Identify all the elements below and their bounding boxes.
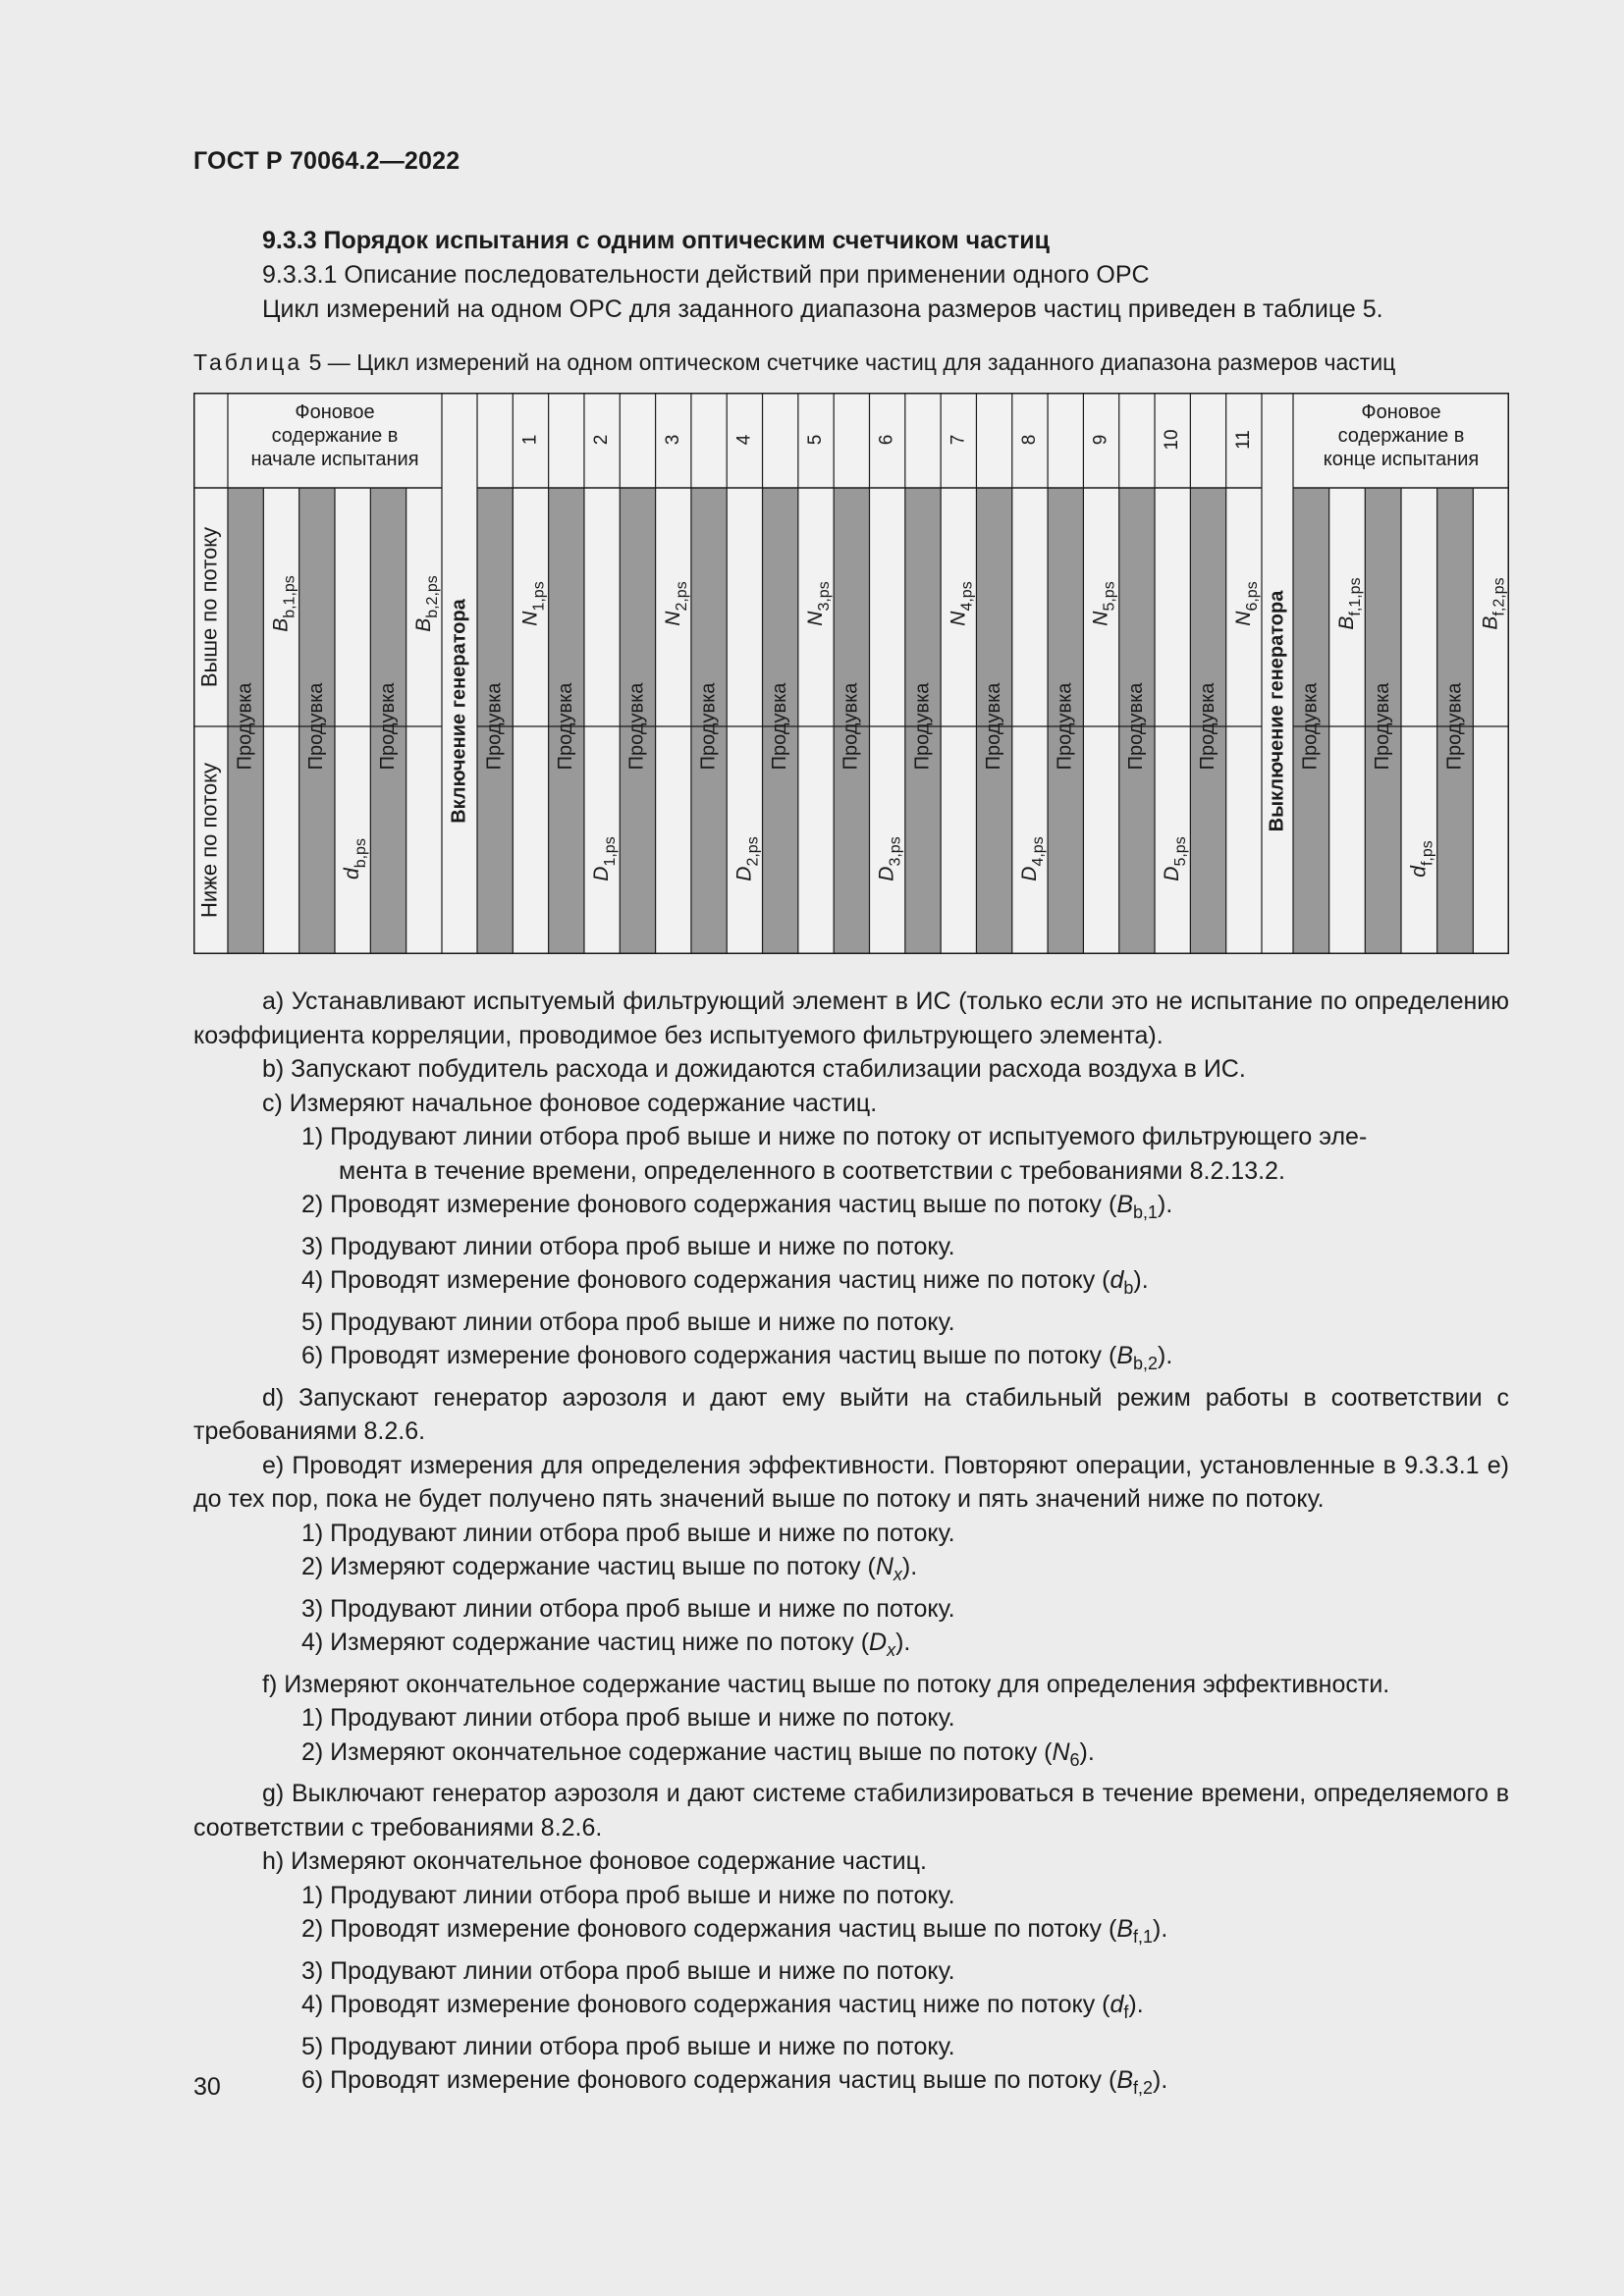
purge-label: Продувка (911, 682, 934, 771)
symbol-bf2ps: $B_{f,2,ps}$ (1479, 577, 1508, 630)
symbol-dps: $D_{3,ps}$ (875, 836, 904, 881)
intro-text: Цикл измерений на одном OPC для заданного диапазона размеров частиц приведен в таблице 5. (262, 295, 1383, 323)
cycle-number: 4 (733, 434, 755, 446)
measurement-cycle-table (193, 393, 1509, 954)
subsection-title: 9.3.3.1 Описание последовательности действий при применении одного OPC (262, 261, 1150, 289)
purge-label: Продувка (1054, 682, 1076, 771)
bg-end-header: Фоновое (1361, 401, 1441, 423)
purge-label: Продувка (625, 682, 648, 771)
purge-label: Продувка (1125, 682, 1148, 771)
symbol-bf1ps: $B_{f,1,ps}$ (1334, 577, 1364, 630)
symbol-nps: $N_{2,ps}$ (661, 581, 690, 626)
bg-end-header: содержание в (1337, 425, 1465, 447)
symbol-nps: $N_{3,ps}$ (803, 581, 833, 626)
symbol-nps: $N_{4,ps}$ (946, 581, 976, 626)
step-g: g) Выключают генератор аэрозоля и дают системе стабилизироваться в течение времени, определяемого в соответствии с требованиями 8.2.6. (193, 1780, 1509, 1842)
step-h4: 4) Проводят измерение фонового содержания частиц ниже по потоку $(d_f)$. (301, 1991, 1144, 2022)
step-h3: 3) Продувают линии отбора проб выше и ниже по потоку. (301, 1956, 955, 1985)
symbol-dps: $D_{1,ps}$ (589, 836, 619, 881)
step-f2: 2) Измеряют окончательное содержание частиц выше по потоку $(N_6)$. (301, 1737, 1095, 1770)
step-e: e) Проводят измерения для определения эффективности. Повторяют операции, установленные в 9.3.3.1 e) до тех пор, пока не будет получено пять значений выше по потоку и пять значений ниже по потоку. (193, 1451, 1509, 1513)
purge-label: Продувка (555, 682, 577, 771)
step-c2: 2) Проводят измерение фонового содержания частиц выше по потоку $(B_{b,1})$. (301, 1191, 1173, 1222)
step-c1-cont: мента в течение времени, определенного в соответствии с требованиями 8.2.13.2. (339, 1156, 1285, 1185)
step-c4: 4) Проводят измерение фонового содержания частиц ниже по потоку $(d_b)$. (301, 1266, 1149, 1298)
purge-label: Продувка (483, 682, 506, 771)
step-h5: 5) Продувают линии отбора проб выше и ниже по потоку. (301, 2032, 955, 2060)
step-h1: 1) Продувают линии отбора проб выше и ниже по потоку. (301, 1881, 955, 1909)
purge-label: Продувка (1443, 682, 1466, 771)
step-c5: 5) Продувают линии отбора проб выше и ниже по потоку. (301, 1308, 955, 1336)
generator-on-label: Включение генератора (448, 599, 470, 824)
table-graphic (193, 393, 1509, 954)
step-c1: 1) Продувают линии отбора проб выше и ниже по потоку от испытуемого фильтрующего эле- (301, 1123, 1368, 1150)
purge-label: Продувка (982, 682, 1004, 771)
symbol-dfps: $d_{f,ps}$ (1406, 840, 1436, 878)
caption-rest: 5 — Цикл измерений на одном оптическом счетчике частиц для заданного диапазона размеров частиц (302, 349, 1396, 375)
step-h6: 6) Проводят измерение фонового содержания частиц выше по потоку $(B_{f,2})$. (301, 2066, 1168, 2098)
purge-label: Продувка (839, 682, 862, 771)
symbol-dps: $D_{5,ps}$ (1160, 836, 1189, 881)
cycle-number: 1 (519, 434, 541, 446)
cycle-number: 3 (662, 434, 683, 446)
caption-word: Таблица (193, 349, 303, 375)
table-caption (193, 349, 1395, 376)
generator-off-label: Выключение генератора (1266, 590, 1288, 832)
page-number: 30 (193, 2073, 221, 2101)
bg-end-header: конце испытания (1323, 449, 1480, 470)
purge-label: Продувка (1299, 682, 1322, 771)
step-e4: 4) Измеряют содержание частиц ниже по потоку $(D_x)$. (301, 1629, 911, 1660)
symbol-nps: $N_{1,ps}$ (518, 581, 548, 626)
purge-label: Продувка (1371, 682, 1393, 771)
step-a: a) Устанавливают испытуемый фильтрующий элемент в ИС (только если это не испытание по определению коэффициента корреляции, проводимое без испытуемого фильтрующего элемента). (193, 988, 1509, 1049)
cycle-number: 8 (1018, 434, 1040, 446)
bg-start-header: начале испытания (250, 449, 419, 470)
step-h: h) Измеряют окончательное фоновое содержание частиц. (262, 1847, 927, 1875)
step-d: d) Запускают генератор аэрозоля и дают ему выйти на стабильный режим работы в соответствии с требованиями 8.2.6. (193, 1383, 1509, 1445)
purge-label: Продувка (1196, 682, 1218, 771)
bg-start-header: содержание в (271, 425, 399, 447)
document-header: ГОСТ Р 70064.2—2022 (193, 147, 460, 175)
purge-label: Продувка (234, 682, 256, 771)
cycle-number: 7 (947, 434, 969, 446)
step-e3: 3) Продувают линии отбора проб выше и ниже по потоку. (301, 1594, 955, 1623)
step-b: b) Запускают побудитель расхода и дожидаются стабилизации расхода воздуха в ИС. (262, 1055, 1246, 1083)
cycle-number: 6 (876, 434, 897, 446)
step-c6: 6) Проводят измерение фонового содержания частиц выше по потоку $(B_{b,2})$. (301, 1342, 1173, 1373)
section-title: 9.3.3 Порядок испытания с одним оптическим счетчиком частиц (262, 227, 1050, 254)
cycle-number: 2 (591, 434, 613, 446)
step-c3: 3) Продувают линии отбора проб выше и ниже по потоку. (301, 1232, 955, 1260)
procedure-steps (193, 985, 1509, 2106)
cycle-number: 10 (1162, 429, 1183, 451)
symbol-b1ps: $B_{b,1,ps}$ (269, 575, 298, 632)
symbol-dps: $D_{2,ps}$ (731, 836, 762, 881)
purge-label: Продувка (376, 682, 399, 771)
purge-label: Продувка (697, 682, 720, 771)
symbol-nps: $N_{6,ps}$ (1231, 581, 1261, 626)
step-f: f) Измеряют окончательное содержание частиц выше по потоку для определения эффективности. (262, 1670, 1390, 1698)
step-f1: 1) Продувают линии отбора проб выше и ниже по потоку. (301, 1704, 955, 1732)
symbol-dbps: $d_{b,ps}$ (340, 838, 369, 880)
symbol-b2ps: $B_{b,2,ps}$ (411, 575, 441, 632)
row-header-downstream: Ниже по потоку (196, 762, 222, 919)
bg-start-header: Фоновое (295, 401, 375, 423)
symbol-dps: $D_{4,ps}$ (1017, 836, 1047, 881)
cycle-number: 9 (1090, 434, 1111, 446)
step-c: c) Измеряют начальное фоновое содержание частиц. (262, 1089, 878, 1117)
cycle-number: 11 (1232, 430, 1254, 450)
cycle-number: 5 (805, 434, 827, 446)
row-header-upstream: Выше по потоку (196, 526, 222, 688)
step-h2: 2) Проводят измерение фонового содержания частиц выше по потоку $(B_{f,1})$. (301, 1915, 1168, 1947)
symbol-nps: $N_{5,ps}$ (1089, 581, 1118, 626)
purge-label: Продувка (768, 682, 790, 771)
step-e2: 2) Измеряют содержание частиц выше по потоку $(N_x)$. (301, 1553, 918, 1584)
step-e1: 1) Продувают линии отбора проб выше и ниже по потоку. (301, 1519, 955, 1547)
purge-label: Продувка (305, 682, 328, 771)
